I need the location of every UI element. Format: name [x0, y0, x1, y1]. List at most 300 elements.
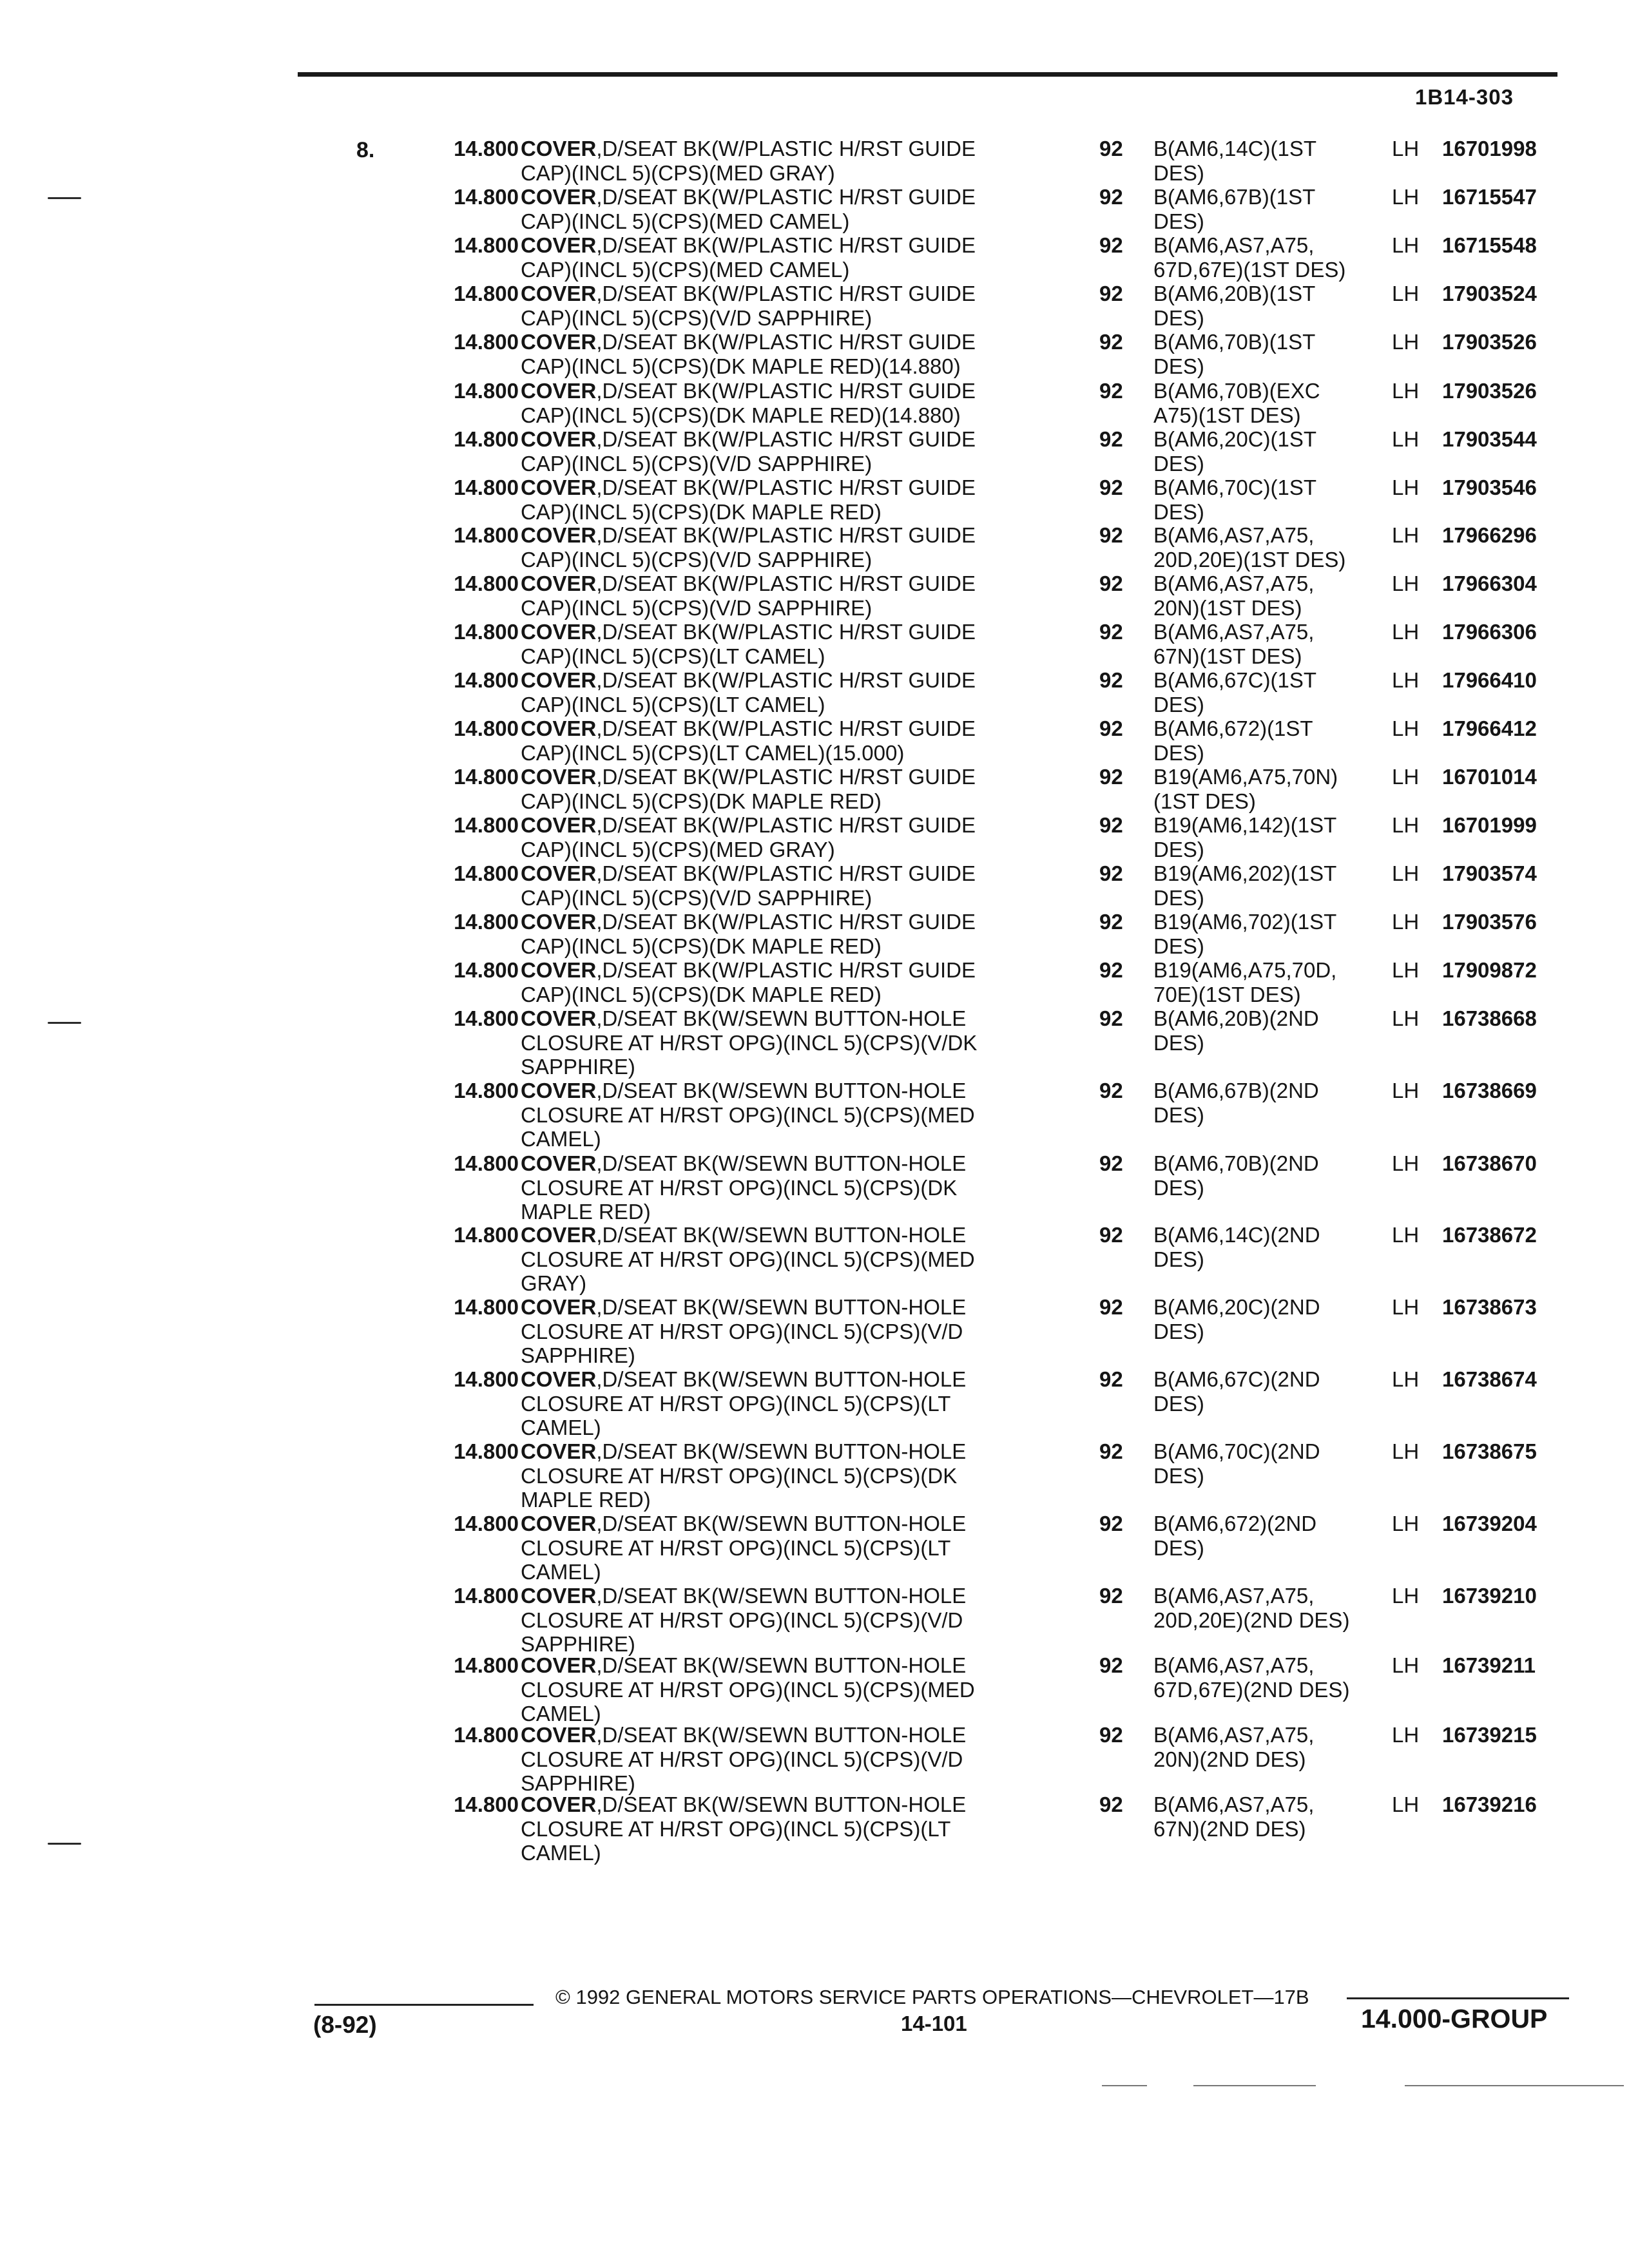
group-number: 14.800	[454, 137, 519, 160]
side-code: LH	[1392, 1723, 1420, 1747]
side-code: LH	[1392, 765, 1420, 789]
description-line	[521, 1512, 1055, 1536]
group-number: 14.800	[454, 958, 519, 982]
model-line: 20D,20E)(1ST DES)	[1153, 547, 1346, 572]
description-text: ,D/SEAT BK(W/SEWN BUTTON-HOLE	[596, 1079, 967, 1102]
part-description	[521, 861, 1055, 910]
part-description	[521, 958, 1055, 1006]
description-text: ,D/SEAT BK(W/PLASTIC H/RST GUIDE	[596, 861, 976, 885]
description-keyword: COVER	[521, 813, 597, 837]
model-line: 20N)(1ST DES)	[1153, 595, 1302, 620]
description-keyword: COVER	[521, 572, 597, 595]
side-code: LH	[1392, 572, 1420, 595]
description-keyword: COVER	[521, 958, 597, 982]
model-line: A75)(1ST DES)	[1153, 403, 1301, 427]
description-line: CAP)(INCL 5)(CPS)(LT CAMEL)	[521, 644, 825, 668]
model-usage	[1153, 910, 1398, 958]
description-line: CLOSURE AT H/RST OPG)(INCL 5)(CPS)(V/D	[521, 1319, 963, 1343]
model-usage	[1153, 1006, 1398, 1055]
description-keyword: COVER	[521, 233, 597, 257]
description-line: CAP)(INCL 5)(CPS)(DK MAPLE RED)	[521, 982, 882, 1006]
model-year: 92	[1099, 1223, 1123, 1247]
model-year: 92	[1099, 282, 1123, 305]
description-line: SAPPHIRE)	[521, 1632, 635, 1656]
side-code: LH	[1392, 1792, 1420, 1816]
model-line: DES)	[1153, 354, 1204, 378]
side-code: LH	[1392, 620, 1420, 644]
description-line: CAP)(INCL 5)(CPS)(MED GRAY)	[521, 837, 835, 861]
model-usage	[1153, 1653, 1398, 1702]
description-line: CAMEL)	[521, 1702, 601, 1725]
model-year: 92	[1099, 1079, 1123, 1102]
description-keyword: COVER	[521, 379, 597, 403]
model-line: B(AM6,AS7,A75,	[1153, 523, 1315, 547]
group-number: 14.800	[454, 379, 519, 403]
side-code: LH	[1392, 910, 1420, 934]
side-code: LH	[1392, 523, 1420, 547]
group-number: 14.800	[454, 1439, 519, 1463]
model-usage	[1153, 330, 1398, 378]
description-text: ,D/SEAT BK(W/PLASTIC H/RST GUIDE	[596, 523, 976, 547]
model-line: B(AM6,70C)(2ND	[1153, 1439, 1320, 1463]
model-usage	[1153, 476, 1398, 524]
model-year: 92	[1099, 1723, 1123, 1747]
description-line	[521, 523, 1055, 548]
model-usage	[1153, 379, 1398, 427]
part-number: 16738668	[1442, 1006, 1537, 1030]
side-code: LH	[1392, 1653, 1420, 1677]
group-number: 14.800	[454, 185, 519, 209]
model-line: B(AM6,AS7,A75,	[1153, 1792, 1315, 1816]
model-line: B19(AM6,A75,70N)	[1153, 765, 1338, 789]
model-line: 20D,20E)(2ND DES)	[1153, 1608, 1350, 1632]
description-line	[521, 1653, 1055, 1678]
description-text: ,D/SEAT BK(W/SEWN BUTTON-HOLE	[596, 1723, 967, 1747]
part-number: 16701999	[1442, 813, 1537, 837]
part-description	[521, 1723, 1055, 1796]
side-code: LH	[1392, 1223, 1420, 1247]
description-line: CAMEL)	[521, 1560, 601, 1584]
model-line: DES)	[1153, 934, 1204, 958]
model-year: 92	[1099, 572, 1123, 595]
description-line: CLOSURE AT H/RST OPG)(INCL 5)(CPS)(LT	[521, 1391, 951, 1416]
description-line	[521, 282, 1055, 306]
description-keyword: COVER	[521, 910, 597, 934]
group-number: 14.800	[454, 620, 519, 644]
part-number: 17909872	[1442, 958, 1537, 982]
description-line: MAPLE RED)	[521, 1488, 651, 1512]
description-line	[521, 1151, 1055, 1176]
description-line: CAP)(INCL 5)(CPS)(LT CAMEL)	[521, 692, 825, 716]
description-text: ,D/SEAT BK(W/PLASTIC H/RST GUIDE	[596, 572, 976, 595]
scan-mark	[1102, 2085, 1147, 2086]
description-line: SAPPHIRE)	[521, 1343, 635, 1367]
model-line: B(AM6,672)(1ST	[1153, 716, 1313, 740]
description-line: SAPPHIRE)	[521, 1055, 635, 1079]
model-line: DES)	[1153, 499, 1204, 524]
part-number: 16739215	[1442, 1723, 1537, 1747]
description-keyword: COVER	[521, 1792, 597, 1816]
model-usage	[1153, 620, 1398, 668]
model-usage	[1153, 185, 1398, 233]
part-description	[521, 1006, 1055, 1079]
group-number: 14.800	[454, 427, 519, 451]
model-year: 92	[1099, 668, 1123, 692]
model-line: B(AM6,14C)(1ST	[1153, 137, 1317, 160]
description-text: ,D/SEAT BK(W/SEWN BUTTON-HOLE	[596, 1223, 967, 1247]
footer-copyright: © 1992 GENERAL MOTORS SERVICE PARTS OPERATIONS—CHEVROLET—17B	[555, 1986, 1309, 2008]
side-code: LH	[1392, 1584, 1420, 1608]
model-line: B(AM6,70B)(EXC	[1153, 379, 1320, 403]
model-line: B(AM6,14C)(2ND	[1153, 1223, 1320, 1247]
model-line: B(AM6,20C)(1ST	[1153, 427, 1317, 451]
model-year: 92	[1099, 861, 1123, 885]
model-line: B(AM6,20B)(1ST	[1153, 282, 1316, 305]
part-number: 17966410	[1442, 668, 1537, 692]
description-keyword: COVER	[521, 1512, 597, 1535]
group-number: 14.800	[454, 476, 519, 499]
description-line: CLOSURE AT H/RST OPG)(INCL 5)(CPS)(LT	[521, 1535, 951, 1560]
side-code: LH	[1392, 1079, 1420, 1102]
model-line: B(AM6,AS7,A75,	[1153, 1723, 1315, 1747]
model-line: B(AM6,672)(2ND	[1153, 1512, 1317, 1535]
part-number: 16738669	[1442, 1079, 1537, 1102]
description-text: ,D/SEAT BK(W/PLASTIC H/RST GUIDE	[596, 476, 976, 499]
description-text: ,D/SEAT BK(W/SEWN BUTTON-HOLE	[596, 1653, 967, 1677]
description-line: CLOSURE AT H/RST OPG)(INCL 5)(CPS)(MED	[521, 1247, 975, 1271]
model-year: 92	[1099, 1367, 1123, 1391]
part-number: 16715547	[1442, 185, 1537, 209]
description-line: MAPLE RED)	[521, 1200, 651, 1224]
part-description	[521, 765, 1055, 813]
group-number: 14.800	[454, 1367, 519, 1391]
description-line	[521, 330, 1055, 354]
description-keyword: COVER	[521, 330, 597, 354]
description-line: CAP)(INCL 5)(CPS)(V/D SAPPHIRE)	[521, 595, 872, 620]
model-year: 92	[1099, 523, 1123, 547]
description-keyword: COVER	[521, 1439, 597, 1463]
description-line: CAP)(INCL 5)(CPS)(DK MAPLE RED)(14.880)	[521, 403, 961, 427]
model-year: 92	[1099, 330, 1123, 354]
model-year: 92	[1099, 1295, 1123, 1319]
description-line	[521, 427, 1055, 452]
model-usage	[1153, 233, 1398, 282]
model-line: B(AM6,67B)(1ST	[1153, 185, 1316, 209]
description-line: CLOSURE AT H/RST OPG)(INCL 5)(CPS)(DK	[521, 1175, 958, 1200]
description-line	[521, 572, 1055, 596]
description-text: ,D/SEAT BK(W/PLASTIC H/RST GUIDE	[596, 620, 976, 644]
scan-mark	[1405, 2085, 1624, 2086]
description-line	[521, 910, 1055, 934]
part-description	[521, 233, 1055, 282]
part-number: 17903546	[1442, 476, 1537, 499]
description-keyword: COVER	[521, 765, 597, 789]
model-line: 67N)(2ND DES)	[1153, 1816, 1306, 1841]
part-number: 17966306	[1442, 620, 1537, 644]
part-description	[521, 1653, 1055, 1726]
model-usage	[1153, 1792, 1398, 1841]
part-description	[521, 1367, 1055, 1440]
model-usage	[1153, 572, 1398, 620]
part-description	[521, 1584, 1055, 1657]
description-text: ,D/SEAT BK(W/PLASTIC H/RST GUIDE	[596, 185, 976, 209]
group-number: 14.800	[454, 716, 519, 740]
part-number: 17903576	[1442, 910, 1537, 934]
group-number: 14.800	[454, 1079, 519, 1102]
description-keyword: COVER	[521, 1653, 597, 1677]
description-keyword: COVER	[521, 861, 597, 885]
side-code: LH	[1392, 1006, 1420, 1030]
model-line: DES)	[1153, 160, 1204, 185]
model-line: DES)	[1153, 1247, 1204, 1271]
part-description	[521, 1223, 1055, 1296]
description-line	[521, 233, 1055, 258]
description-line	[521, 185, 1055, 209]
description-keyword: COVER	[521, 668, 597, 692]
part-description	[521, 1512, 1055, 1584]
side-code: LH	[1392, 1295, 1420, 1319]
group-number: 14.800	[454, 1151, 519, 1175]
description-text: ,D/SEAT BK(W/PLASTIC H/RST GUIDE	[596, 958, 976, 982]
side-code: LH	[1392, 716, 1420, 740]
side-code: LH	[1392, 1512, 1420, 1535]
part-number: 16701998	[1442, 137, 1537, 160]
description-line: CAMEL)	[521, 1127, 601, 1151]
part-description	[521, 620, 1055, 668]
description-line: CAP)(INCL 5)(CPS)(DK MAPLE RED)(14.880)	[521, 354, 961, 378]
description-line: SAPPHIRE)	[521, 1771, 635, 1795]
footer-rule-left	[314, 2004, 534, 2006]
description-keyword: COVER	[521, 1223, 597, 1247]
description-line: CLOSURE AT H/RST OPG)(INCL 5)(CPS)(V/DK	[521, 1030, 978, 1055]
model-year: 92	[1099, 137, 1123, 160]
description-keyword: COVER	[521, 1151, 597, 1175]
side-code: LH	[1392, 137, 1420, 160]
description-text: ,D/SEAT BK(W/PLASTIC H/RST GUIDE	[596, 330, 976, 354]
description-text: ,D/SEAT BK(W/PLASTIC H/RST GUIDE	[596, 137, 976, 160]
description-line	[521, 1792, 1055, 1817]
group-number: 14.800	[454, 668, 519, 692]
group-number: 14.800	[454, 1792, 519, 1816]
part-number: 16739204	[1442, 1512, 1537, 1535]
model-line: B(AM6,67B)(2ND	[1153, 1079, 1319, 1102]
part-description	[521, 910, 1055, 958]
group-number: 14.800	[454, 813, 519, 837]
group-number: 14.800	[454, 910, 519, 934]
side-code: LH	[1392, 330, 1420, 354]
model-line: B(AM6,20C)(2ND	[1153, 1295, 1320, 1319]
part-number: 17903526	[1442, 379, 1537, 403]
part-number: 17903524	[1442, 282, 1537, 305]
part-description	[521, 1151, 1055, 1224]
footer-page-number: 14-101	[901, 2012, 967, 2035]
side-code: LH	[1392, 233, 1420, 257]
model-line: DES)	[1153, 1391, 1204, 1416]
side-code: LH	[1392, 958, 1420, 982]
model-usage	[1153, 1584, 1398, 1632]
part-description	[521, 185, 1055, 233]
model-year: 92	[1099, 427, 1123, 451]
description-keyword: COVER	[521, 620, 597, 644]
model-line: DES)	[1153, 740, 1204, 765]
model-line: B19(AM6,702)(1ST	[1153, 910, 1337, 934]
description-text: ,D/SEAT BK(W/PLASTIC H/RST GUIDE	[596, 427, 976, 451]
description-keyword: COVER	[521, 185, 597, 209]
group-number: 14.800	[454, 1584, 519, 1608]
group-number: 14.800	[454, 1223, 519, 1247]
description-text: ,D/SEAT BK(W/SEWN BUTTON-HOLE	[596, 1512, 967, 1535]
model-year: 92	[1099, 185, 1123, 209]
part-number: 16701014	[1442, 765, 1537, 789]
description-text: ,D/SEAT BK(W/SEWN BUTTON-HOLE	[596, 1295, 967, 1319]
description-line: CAP)(INCL 5)(CPS)(MED CAMEL)	[521, 257, 850, 282]
part-description	[521, 1439, 1055, 1512]
model-line: B(AM6,70C)(1ST	[1153, 476, 1317, 499]
description-text: ,D/SEAT BK(W/PLASTIC H/RST GUIDE	[596, 233, 976, 257]
model-line: DES)	[1153, 209, 1204, 233]
part-number: 16739210	[1442, 1584, 1537, 1608]
description-keyword: COVER	[521, 1006, 597, 1030]
side-code: LH	[1392, 1367, 1420, 1391]
part-number: 16738672	[1442, 1223, 1537, 1247]
description-line	[521, 958, 1055, 983]
scan-mark	[1193, 2085, 1316, 2086]
description-line: CLOSURE AT H/RST OPG)(INCL 5)(CPS)(MED	[521, 1102, 975, 1127]
description-text: ,D/SEAT BK(W/PLASTIC H/RST GUIDE	[596, 716, 976, 740]
model-year: 92	[1099, 1792, 1123, 1816]
model-usage	[1153, 716, 1398, 765]
model-year: 92	[1099, 1006, 1123, 1030]
description-line: CAP)(INCL 5)(CPS)(V/D SAPPHIRE)	[521, 305, 872, 330]
model-line: DES)	[1153, 885, 1204, 910]
description-keyword: COVER	[521, 716, 597, 740]
description-line	[521, 137, 1055, 161]
description-text: ,D/SEAT BK(W/SEWN BUTTON-HOLE	[596, 1006, 967, 1030]
model-line: B(AM6,AS7,A75,	[1153, 620, 1315, 644]
side-code: LH	[1392, 379, 1420, 403]
model-line: DES)	[1153, 1535, 1204, 1560]
group-number: 14.800	[454, 572, 519, 595]
model-usage	[1153, 668, 1398, 716]
description-text: ,D/SEAT BK(W/SEWN BUTTON-HOLE	[596, 1367, 967, 1391]
part-number: 16739216	[1442, 1792, 1537, 1816]
part-description	[521, 427, 1055, 476]
description-line: CLOSURE AT H/RST OPG)(INCL 5)(CPS)(LT	[521, 1816, 951, 1841]
group-number: 14.800	[454, 861, 519, 885]
group-number: 14.800	[454, 233, 519, 257]
model-line: B(AM6,67C)(1ST	[1153, 668, 1317, 692]
model-year: 92	[1099, 1151, 1123, 1175]
description-line	[521, 765, 1055, 789]
description-keyword: COVER	[521, 282, 597, 305]
side-code: LH	[1392, 1439, 1420, 1463]
description-text: ,D/SEAT BK(W/SEWN BUTTON-HOLE	[596, 1584, 967, 1608]
part-description	[521, 379, 1055, 427]
description-text: ,D/SEAT BK(W/SEWN BUTTON-HOLE	[596, 1792, 967, 1816]
description-text: ,D/SEAT BK(W/PLASTIC H/RST GUIDE	[596, 910, 976, 934]
description-line: CAMEL)	[521, 1841, 601, 1865]
description-line: CAP)(INCL 5)(CPS)(V/D SAPPHIRE)	[521, 547, 872, 572]
description-line: CLOSURE AT H/RST OPG)(INCL 5)(CPS)(DK	[521, 1463, 958, 1488]
description-line	[521, 861, 1055, 886]
description-keyword: COVER	[521, 1079, 597, 1102]
description-line: CLOSURE AT H/RST OPG)(INCL 5)(CPS)(MED	[521, 1677, 975, 1702]
part-description	[521, 1295, 1055, 1368]
description-line	[521, 1006, 1055, 1031]
model-usage	[1153, 1367, 1398, 1416]
model-usage	[1153, 958, 1398, 1006]
description-line	[521, 813, 1055, 838]
description-line: CLOSURE AT H/RST OPG)(INCL 5)(CPS)(V/D	[521, 1747, 963, 1771]
description-line: CAP)(INCL 5)(CPS)(MED GRAY)	[521, 160, 835, 185]
description-line	[521, 379, 1055, 403]
part-description	[521, 476, 1055, 524]
model-line: B(AM6,70B)(1ST	[1153, 330, 1316, 354]
description-line	[521, 668, 1055, 693]
description-line	[521, 1723, 1055, 1747]
model-usage	[1153, 1079, 1398, 1127]
page-code: 1B14-303	[1415, 85, 1514, 109]
description-line	[521, 1223, 1055, 1247]
description-keyword: COVER	[521, 427, 597, 451]
description-line: CAP)(INCL 5)(CPS)(DK MAPLE RED)	[521, 789, 882, 813]
model-usage	[1153, 282, 1398, 330]
model-year: 92	[1099, 1653, 1123, 1677]
model-line: B19(AM6,202)(1ST	[1153, 861, 1337, 885]
description-keyword: COVER	[521, 476, 597, 499]
model-line: 67D,67E)(2ND DES)	[1153, 1677, 1350, 1702]
description-line	[521, 476, 1055, 500]
part-number: 17966412	[1442, 716, 1537, 740]
model-usage	[1153, 523, 1398, 572]
model-year: 92	[1099, 379, 1123, 403]
model-line: 70E)(1ST DES)	[1153, 982, 1301, 1006]
part-description	[521, 1792, 1055, 1865]
description-line: CLOSURE AT H/RST OPG)(INCL 5)(CPS)(V/D	[521, 1608, 963, 1632]
part-description	[521, 282, 1055, 330]
part-description	[521, 523, 1055, 572]
model-usage	[1153, 1295, 1398, 1343]
description-keyword: COVER	[521, 1584, 597, 1608]
model-line: B(AM6,20B)(2ND	[1153, 1006, 1319, 1030]
model-year: 92	[1099, 1512, 1123, 1535]
model-line: B(AM6,AS7,A75,	[1153, 1584, 1315, 1608]
part-number: 17966296	[1442, 523, 1537, 547]
side-code: LH	[1392, 427, 1420, 451]
model-line: B(AM6,67C)(2ND	[1153, 1367, 1320, 1391]
group-number: 14.800	[454, 282, 519, 305]
footer-rule-right	[1347, 1997, 1569, 1999]
description-text: ,D/SEAT BK(W/PLASTIC H/RST GUIDE	[596, 379, 976, 403]
description-line	[521, 1367, 1055, 1392]
model-line: DES)	[1153, 305, 1204, 330]
description-line	[521, 1584, 1055, 1608]
model-line: DES)	[1153, 1463, 1204, 1488]
model-line: DES)	[1153, 692, 1204, 716]
description-text: ,D/SEAT BK(W/PLASTIC H/RST GUIDE	[596, 813, 976, 837]
part-description	[521, 716, 1055, 765]
side-code: LH	[1392, 185, 1420, 209]
model-usage	[1153, 1723, 1398, 1771]
description-keyword: COVER	[521, 1295, 597, 1319]
model-line: DES)	[1153, 837, 1204, 861]
side-code: LH	[1392, 282, 1420, 305]
model-line: B19(AM6,A75,70D,	[1153, 958, 1337, 982]
model-usage	[1153, 813, 1398, 861]
description-line: CAMEL)	[521, 1416, 601, 1439]
description-keyword: COVER	[521, 137, 597, 160]
group-number: 14.800	[454, 330, 519, 354]
